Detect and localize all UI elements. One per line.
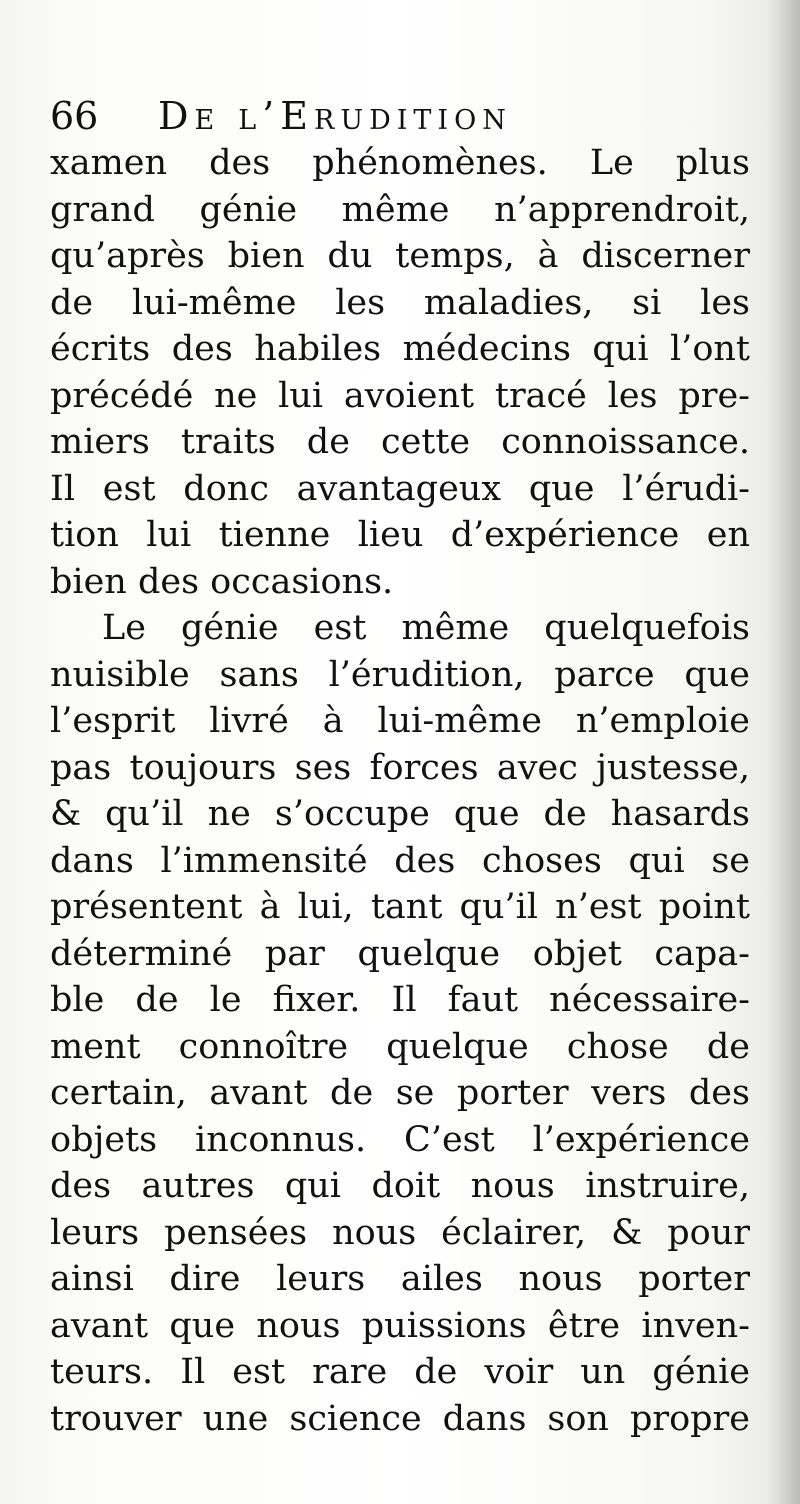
text-line: objets inconnus. C’est l’expérience: [50, 1119, 750, 1160]
text-line: ment connoître quelque chose de: [50, 1026, 750, 1067]
text-line-paragraph-start: Le génie est même quelquefois: [102, 608, 750, 648]
text-line: teurs. Il est rare de voir un génie: [50, 1352, 750, 1392]
text-line: tion lui tienne lieu d’expérience en: [50, 515, 750, 555]
text-line: certain, avant de se porter vers des: [50, 1073, 750, 1113]
text-line-paragraph-end: bien des occasions.: [50, 561, 394, 602]
text-line: trouver une science dans son propre: [50, 1398, 750, 1439]
body-text: [50, 140, 750, 1442]
page-edge-shadow: [766, 0, 800, 1504]
text-line: qu’après bien du temps, à discerner: [50, 236, 750, 276]
text-line: avant que nous puissions être inven-: [50, 1305, 750, 1346]
text-line: précédé ne lui avoient tracé les pre-: [50, 375, 750, 416]
running-head: [50, 92, 610, 142]
text-line: ainsi dire leurs ailes nous porter: [50, 1259, 750, 1299]
text-line: des autres qui doit nous instruire,: [50, 1166, 750, 1206]
text-line: écrits des habiles médecins qui l’ont: [50, 329, 750, 369]
running-title: De l’Erudition: [158, 94, 512, 138]
text-line: grand génie même n’apprendroit,: [50, 189, 750, 230]
text-line: leurs pensées nous éclairer, & pour: [50, 1212, 750, 1253]
text-line: miers traits de cette connoissance.: [50, 422, 750, 462]
text-line: Il est donc avantageux que l’érudi-: [50, 468, 750, 509]
text-line: nuisible sans l’érudition, parce que: [50, 654, 750, 695]
text-line: dans l’immensité des choses qui se: [50, 840, 750, 881]
text-line: & qu’il ne s’occupe que de hasards: [50, 794, 750, 834]
text-line: ble de le fixer. Il faut nécessaire-: [50, 980, 750, 1020]
text-line: de lui-même les maladies, si les: [50, 282, 750, 323]
text-line: l’esprit livré à lui-même n’emploie: [50, 701, 750, 741]
text-line: pas toujours ses forces avec justesse,: [50, 747, 750, 788]
text-line: xamen des phénomènes. Le plus: [50, 143, 750, 183]
text-line: présentent à lui, tant qu’il n’est point: [50, 887, 750, 927]
text-line: déterminé par quelque objet capa-: [50, 933, 750, 974]
page-number: 66: [50, 94, 99, 138]
